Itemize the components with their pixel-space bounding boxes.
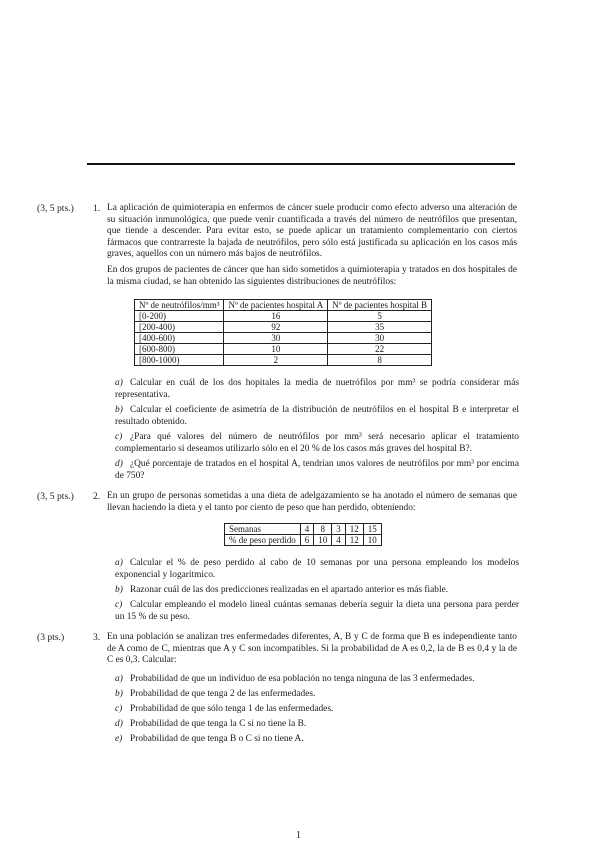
q3-points: (3 pts.) <box>37 632 65 643</box>
table-cell: 5 <box>328 311 432 322</box>
table-row <box>225 524 382 535</box>
table-cell: 92 <box>224 322 328 333</box>
table-cell: [600-800) <box>135 344 224 355</box>
q1-neutrophil-table <box>134 299 432 366</box>
q2-number: 2. <box>93 491 101 502</box>
item-label: c) <box>115 432 123 442</box>
item-label: c) <box>115 704 123 714</box>
item-label: d) <box>115 719 123 729</box>
item-label: b) <box>115 585 123 595</box>
table-row <box>135 322 432 333</box>
item-label: e) <box>115 734 123 744</box>
table-cell: [400-600) <box>135 333 224 344</box>
header-rule <box>87 163 515 165</box>
item-text: Razonar cuál de las dos predicciones realizadas en el apartado anterior es más fiable. <box>130 585 449 595</box>
item-text: Probabilidad de que tenga la C si no tiene la B. <box>130 719 307 729</box>
q3-item-d <box>115 719 519 731</box>
table-cell: 12 <box>345 524 363 535</box>
table-cell: 4 <box>300 524 314 535</box>
item-label: d) <box>115 459 123 469</box>
table-cell: [200-400) <box>135 322 224 333</box>
table-cell: [0-200) <box>135 311 224 322</box>
q1-item-a <box>115 378 519 401</box>
q2-points: (3, 5 pts.) <box>37 491 74 502</box>
table-cell: 6 <box>300 535 314 546</box>
q2-item-a <box>115 558 519 581</box>
item-label: a) <box>115 558 123 568</box>
page-number: 1 <box>296 830 301 841</box>
q3-item-e <box>115 734 519 746</box>
q2-diet-table <box>224 523 382 546</box>
item-label: c) <box>115 600 123 610</box>
table-cell: 8 <box>314 524 332 535</box>
q2-item-b <box>115 585 519 597</box>
q3-number: 3. <box>93 632 101 643</box>
q1-paragraph-2: En dos grupos de pacientes de cáncer que han sido sometidos a quimioterapia y tratados en dos hospitales de la misma ciudad, se han obtenido las siguientes distribuciones de neutrófilos: <box>107 264 517 287</box>
q1-number: 1. <box>93 203 101 214</box>
q1-intro <box>107 203 517 288</box>
item-label: a) <box>115 674 123 684</box>
table-cell: 35 <box>328 322 432 333</box>
item-text: Probabilidad de que tenga 2 de las enfermedades. <box>130 689 316 699</box>
q2-intro <box>107 491 517 514</box>
q3-paragraph-1: En una población se analizan tres enfermedades diferentes, A, B y C de forma que B es independiente tanto de A como de C, mientras que A y C son incompatibles. Si la probabilidad de A es 0,2, la de B es 0,4 y la de C es 0,3. Calcular: <box>107 632 517 666</box>
table-header: Nº de neutrófilos/mm³ <box>135 300 224 311</box>
table-cell: 10 <box>314 535 332 546</box>
table-row <box>135 344 432 355</box>
table-row <box>225 535 382 546</box>
item-text: Probabilidad de que sólo tenga 1 de las enfermedades. <box>130 704 334 714</box>
table-header: Nº de pacientes hospital B <box>328 300 432 311</box>
item-text: ¿Qué porcentaje de tratados en el hospital A, tendrían unos valores de neutrófilos por mm³ por encima de 750? <box>115 459 519 481</box>
q1-item-d <box>115 459 519 482</box>
table-header: Nº de pacientes hospital A <box>224 300 328 311</box>
table-cell: 22 <box>328 344 432 355</box>
table-cell: 2 <box>224 355 328 366</box>
item-text: Probabilidad de que un individuo de esa población no tenga ninguna de las 3 enfermedades. <box>130 674 475 684</box>
q3-item-b <box>115 689 519 701</box>
table-cell: 10 <box>363 535 381 546</box>
table-cell: 16 <box>224 311 328 322</box>
table-cell: Semanas <box>225 524 301 535</box>
item-label: a) <box>115 378 123 388</box>
q2-item-c <box>115 600 519 623</box>
item-text: Calcular el coeficiente de asimetría de la distribución de neutrófilos en el hospital B e interpretar el resultado obtenido. <box>115 405 519 427</box>
item-text: Calcular en cuál de los dos hopitales la media de nuetrófilos por mm³ se podría considerar más representativa. <box>115 378 519 400</box>
table-cell: 8 <box>328 355 432 366</box>
table-header-row <box>135 300 432 311</box>
q3-item-a <box>115 674 519 686</box>
table-cell: 30 <box>328 333 432 344</box>
table-cell: 15 <box>363 524 381 535</box>
q2-paragraph-1: En un grupo de personas sometidas a una dieta de adelgazamiento se ha anotado el número de semanas que llevan haciendo la dieta y el tanto por ciento de peso que han perdido, obteniendo: <box>107 491 517 513</box>
table-cell: 3 <box>332 524 346 535</box>
table-cell: 30 <box>224 333 328 344</box>
q1-paragraph-1: La aplicación de quimioterapia en enfermos de cáncer suele producir como efecto adverso una alteración de su situación inmunológica, que puede venir cuantificada a través del número de neutrófilos que presentan, que tiende a descender. Para evitar esto, se puede aplicar un tratamiento complementario con ciertos fármacos que contrarreste la bajada de neutrófilos, pero sólo está justificada su aplicación en los casos más graves, aquellos con un número más bajos de neutrófilos. <box>107 203 517 260</box>
q1-points: (3, 5 pts.) <box>37 203 74 214</box>
item-text: Probabilidad de que tenga B o C si no tiene A. <box>130 734 304 744</box>
table-row <box>135 311 432 322</box>
item-label: b) <box>115 689 123 699</box>
q1-item-b <box>115 405 519 428</box>
table-row <box>135 355 432 366</box>
item-label: b) <box>115 405 123 415</box>
item-text: Calcular el % de peso perdido al cabo de 10 semanas por una persona empleando los modelos exponencial y logarítmico. <box>115 558 519 580</box>
table-cell: [800-1000) <box>135 355 224 366</box>
table-row <box>135 333 432 344</box>
q3-intro <box>107 632 517 667</box>
q1-item-c <box>115 432 519 455</box>
q3-item-c <box>115 704 519 716</box>
table-cell: 4 <box>332 535 346 546</box>
table-cell: 10 <box>224 344 328 355</box>
table-cell: % de peso perdido <box>225 535 301 546</box>
item-text: ¿Para qué valores del número de neutrófilos por mm³ será necesario aplicar el tratamiento complementario si deseamos utilizarlo sólo en el 20 % de los casos más graves del hospital B?. <box>115 432 519 454</box>
table-cell: 12 <box>345 535 363 546</box>
item-text: Calcular empleando el modelo lineal cuántas semanas debería seguir la dieta una persona para perder un 15 % de su peso. <box>115 600 519 622</box>
